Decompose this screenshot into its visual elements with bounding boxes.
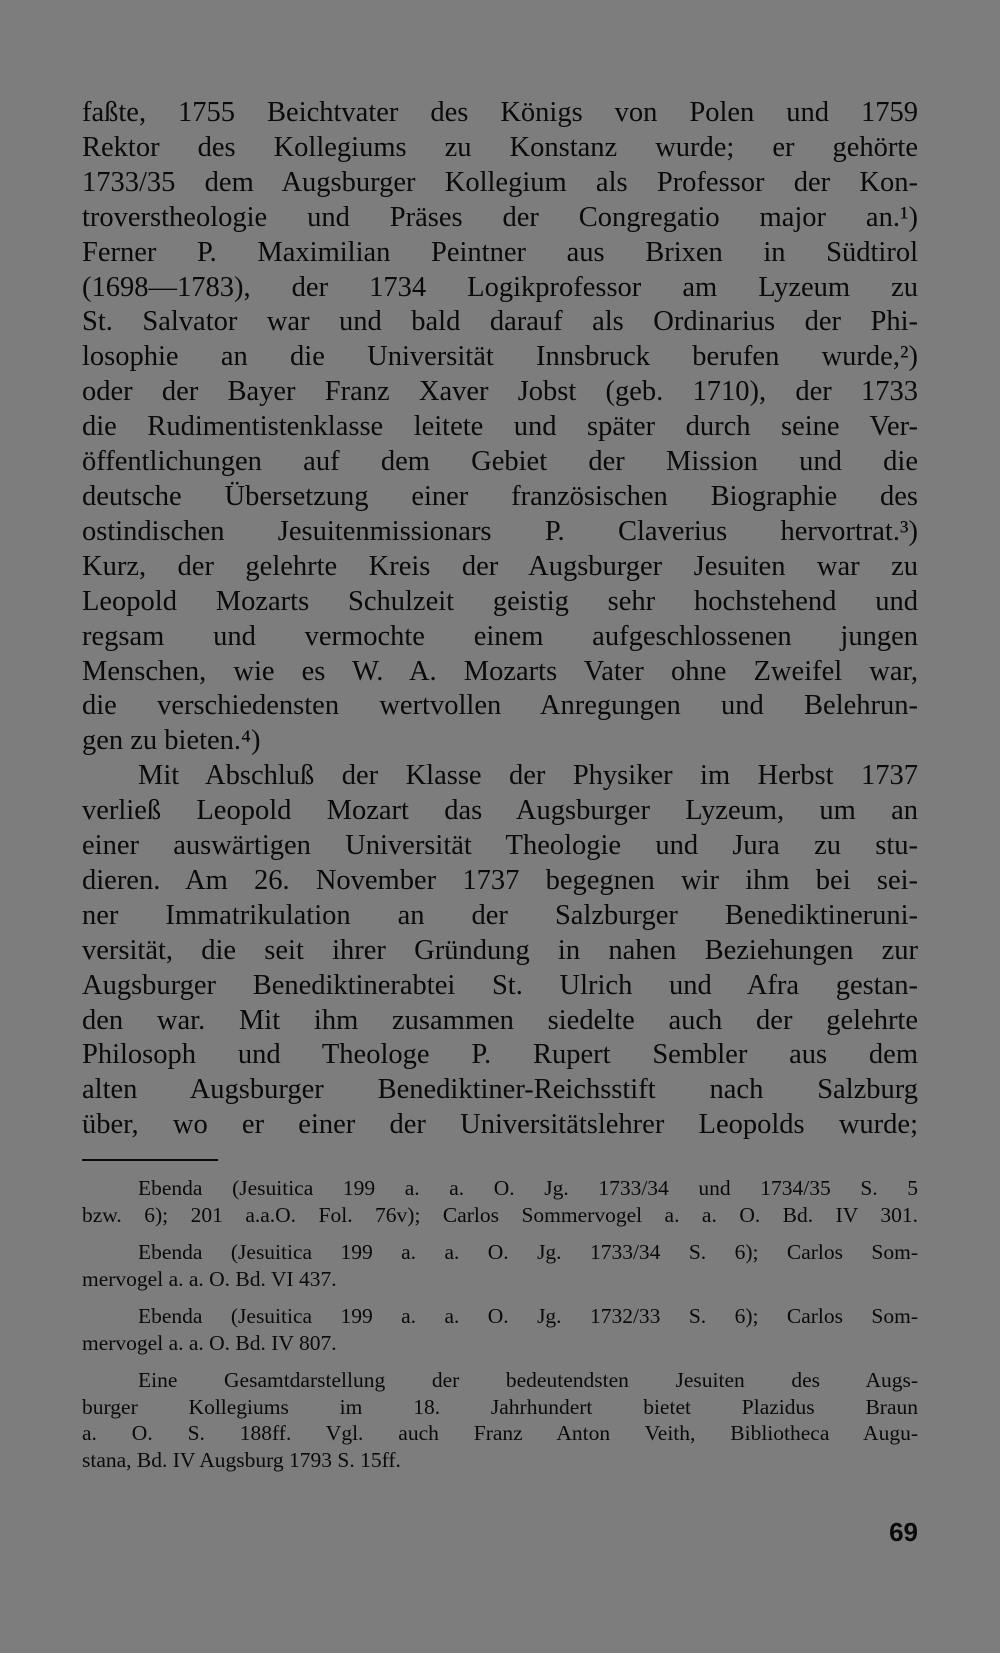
body-line: Rektor des Kollegiums zu Konstanz wurde; er gehörte <box>82 131 918 163</box>
footnotes <box>82 1175 918 1473</box>
body-text <box>82 96 918 1143</box>
body-line: über, wo er einer der Universitätslehrer Leopolds wurde; <box>82 1109 918 1141</box>
footnote-line: stana, Bd. IV Augsburg 1793 S. 15ff. <box>82 1447 401 1472</box>
body-line: troverstheologie und Präses der Congregatio major an.¹) <box>82 201 918 233</box>
footnote-line: Ebenda (Jesuitica 199 a. a. O. Jg. 1732/33 S. 6); Carlos Som- <box>138 1304 918 1329</box>
body-line: versität, die seit ihrer Gründung in nahen Beziehungen zur <box>82 934 918 966</box>
body-line: Augsburger Benediktinerabtei St. Ulrich und Afra gestan- <box>82 969 918 1001</box>
body-line: 1733/35 dem Augsburger Kollegium als Professor der Kon- <box>82 166 918 198</box>
body-line: dieren. Am 26. November 1737 begegnen wir ihm bei sei- <box>82 864 918 896</box>
footnote-divider <box>82 1159 218 1161</box>
body-line: verließ Leopold Mozart das Augsburger Lyzeum, um an <box>82 795 918 827</box>
body-line: den war. Mit ihm zusammen siedelte auch der gelehrte <box>82 1004 918 1036</box>
footnote-2 <box>82 1239 918 1292</box>
body-line: Ferner P. Maximilian Peintner aus Brixen in Südtirol <box>82 236 918 268</box>
body-line: losophie an die Universität Innsbruck berufen wurde,²) <box>82 341 918 373</box>
body-line: einer auswärtigen Universität Theologie und Jura zu stu- <box>82 830 918 862</box>
body-line: ostindischen Jesuitenmissionars P. Claverius hervortrat.³) <box>82 515 918 547</box>
body-line: faßte, 1755 Beichtvater des Königs von Polen und 1759 <box>82 97 918 128</box>
body-line: Leopold Mozarts Schulzeit geistig sehr hochstehend und <box>82 585 918 617</box>
footnote-line: Eine Gesamtdarstellung der bedeutendsten Jesuiten des Augs- <box>138 1368 918 1393</box>
body-line: Kurz, der gelehrte Kreis der Augsburger Jesuiten war zu <box>82 550 918 582</box>
body-line: Menschen, wie es W. A. Mozarts Vater ohne Zweifel war, <box>82 655 918 687</box>
footnote-line: burger Kollegiums im 18. Jahrhundert bietet Plazidus Braun <box>82 1394 918 1419</box>
body-line: die Rudimentistenklasse leitete und später durch seine Ver- <box>82 411 918 443</box>
body-line: öffentlichungen auf dem Gebiet der Mission und die <box>82 446 918 478</box>
footnote-line: mervogel a. a. O. Bd. IV 807. <box>82 1330 337 1355</box>
body-line: die verschiedensten wertvollen Anregungen und Belehrun- <box>82 690 918 722</box>
footnote-line: Ebenda (Jesuitica 199 a. a. O. Jg. 1733/34 und 1734/35 S. 5 <box>138 1176 918 1201</box>
footnote-3 <box>82 1303 918 1356</box>
body-line: gen zu bieten.⁴) <box>82 725 261 757</box>
footnote-line: bzw. 6); 201 a.a.O. Fol. 76v); Carlos Sommervogel a. a. O. Bd. IV 301. <box>82 1202 918 1227</box>
footnote-line: mervogel a. a. O. Bd. VI 437. <box>82 1266 337 1291</box>
body-line: oder der Bayer Franz Xaver Jobst (geb. 1710), der 1733 <box>82 376 918 408</box>
page-number: 69 <box>889 1517 918 1547</box>
body-line: regsam und vermochte einem aufgeschlossenen jungen <box>82 620 918 652</box>
body-line: (1698—1783), der 1734 Logikprofessor am Lyzeum zu <box>82 271 918 303</box>
body-line: deutsche Übersetzung einer französischen Biographie des <box>82 480 918 512</box>
body-line: Philosoph und Theologe P. Rupert Sembler aus dem <box>82 1039 918 1071</box>
footnote-1 <box>82 1175 918 1228</box>
body-line: St. Salvator war und bald darauf als Ordinarius der Phi- <box>82 306 918 338</box>
footnote-4 <box>82 1367 918 1473</box>
footnote-line: Ebenda (Jesuitica 199 a. a. O. Jg. 1733/34 S. 6); Carlos Som- <box>138 1240 918 1265</box>
body-line: ner Immatrikulation an der Salzburger Benediktineruni- <box>82 899 918 931</box>
body-line: alten Augsburger Benediktiner-Reichsstift nach Salzburg <box>82 1074 918 1106</box>
body-line: Mit Abschluß der Klasse der Physiker im Herbst 1737 <box>138 760 918 792</box>
footnote-line: a. O. S. 188ff. Vgl. auch Franz Anton Veith, Bibliotheca Augu- <box>82 1421 918 1446</box>
page-content <box>82 96 918 1484</box>
